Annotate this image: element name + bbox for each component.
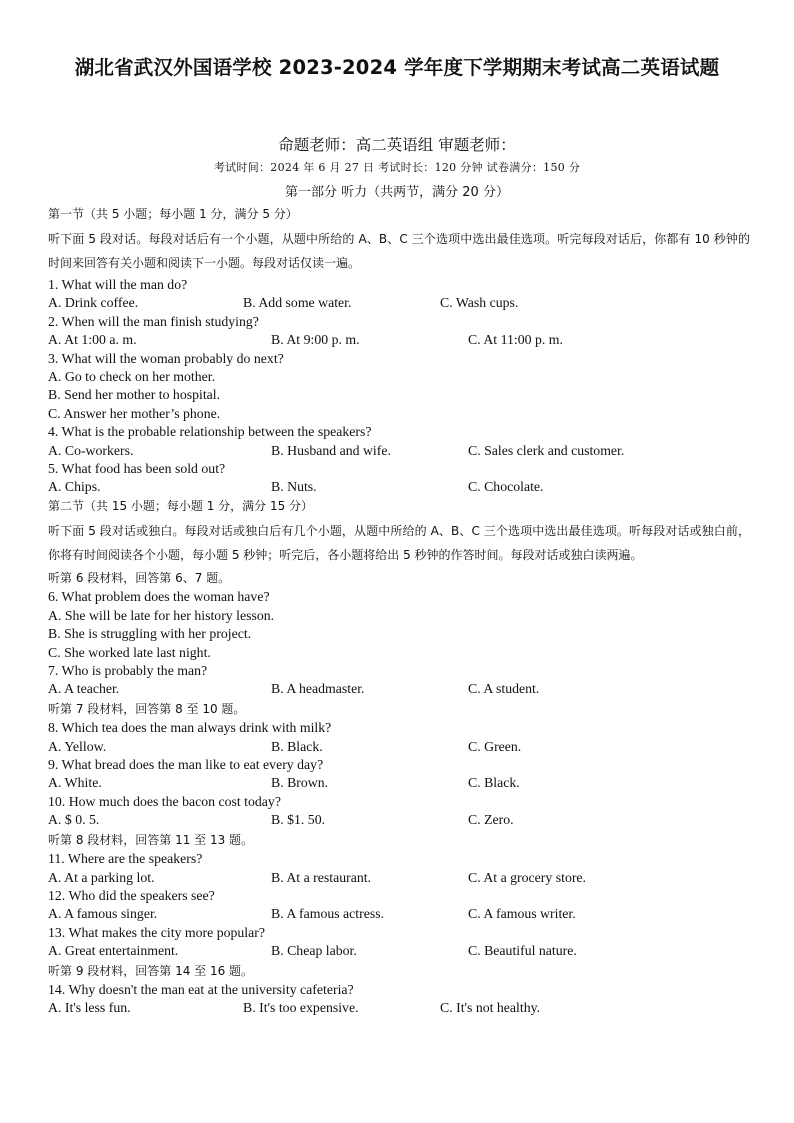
answer-options-row xyxy=(48,680,758,698)
answer-option: A. Co-workers. xyxy=(48,442,134,458)
question-text: 13. What makes the city more popular? xyxy=(48,924,265,940)
answer-option: C. Answer her mother’s phone. xyxy=(48,405,221,421)
answer-option: B. It's too expensive. xyxy=(243,1000,359,1016)
section-instruction: 听下面 5 段对话。每段对话后有一个小题，从题中所给的 A、B、C 三个选项中选出最佳选项。听完每段对话后，你都有 10 秒钟的时间来回答有关小题和阅读下一小题。每段对话仅读一遍。 xyxy=(48,232,750,270)
answer-option: A. White. xyxy=(48,775,102,791)
answer-option: B. Send her mother to hospital. xyxy=(48,387,221,403)
answer-option: C. She worked late last night. xyxy=(48,644,211,660)
question-text: 1. What will the man do? xyxy=(48,277,188,292)
answer-option: C. Green. xyxy=(468,738,522,754)
answer-option: A. At a parking lot. xyxy=(48,869,155,885)
answer-options-row xyxy=(48,478,758,496)
material-heading: 听第 8 段材料，回答第 11 至 13 题。 xyxy=(48,832,254,847)
answer-option: B. $1. 50. xyxy=(271,812,326,828)
answer-option: B. Cheap labor. xyxy=(271,943,357,959)
answer-option: B. A headmaster. xyxy=(271,681,365,697)
answer-option: B. Brown. xyxy=(271,775,329,791)
material-heading: 听第 7 段材料，回答第 8 至 10 题。 xyxy=(48,701,246,716)
answer-option: A. Drink coffee. xyxy=(48,295,139,311)
question-text: 12. Who did the speakers see? xyxy=(48,887,215,903)
answer-option: B. Add some water. xyxy=(243,295,352,311)
answer-option: C. At a grocery store. xyxy=(468,869,587,885)
answer-option: B. At a restaurant. xyxy=(271,869,372,885)
answer-option: B. Husband and wife. xyxy=(271,442,391,458)
answer-options-row xyxy=(48,294,758,312)
answer-option: C. A student. xyxy=(468,681,540,697)
exam-title: 湖北省武汉外国语学校 2023-2024 学年度下学期期末考试高二英语试题 xyxy=(74,56,720,79)
answer-options-row xyxy=(48,442,758,460)
answer-option: A. A famous singer. xyxy=(48,906,158,922)
answer-option: B. A famous actress. xyxy=(271,906,385,922)
answer-option: C. At 11:00 p. m. xyxy=(468,332,563,348)
answer-option: B. Black. xyxy=(271,738,323,754)
answer-option: C. It's not healthy. xyxy=(440,1000,541,1016)
answer-option: A. A teacher. xyxy=(48,681,120,697)
answer-option: C. Wash cups. xyxy=(440,295,519,311)
question-text: 9. What bread does the man like to eat every day? xyxy=(48,757,324,773)
answer-options-row xyxy=(48,774,758,792)
answer-option: A. Chips. xyxy=(48,479,101,495)
section-header: 第一节（共 5 小题；每小题 1 分，满分 5 分） xyxy=(48,207,298,221)
question-text: 7. Who is probably the man? xyxy=(48,662,208,678)
answer-options-row xyxy=(48,811,758,829)
answer-option: A. It's less fun. xyxy=(48,1000,131,1016)
question-text: 11. Where are the speakers? xyxy=(48,851,203,867)
question-text: 2. When will the man finish studying? xyxy=(48,313,259,329)
answer-option: C. Black. xyxy=(468,775,520,791)
question-text: 8. Which tea does the man always drink with milk? xyxy=(48,720,332,736)
answer-options-row xyxy=(48,942,758,960)
answer-option: A. Great entertainment. xyxy=(48,943,179,959)
answer-option: C. Beautiful nature. xyxy=(468,943,577,959)
section-header: 第二节（共 15 小题；每小题 1 分，满分 15 分） xyxy=(48,498,314,513)
answer-options-row xyxy=(48,999,758,1017)
question-text: 5. What food has been sold out? xyxy=(48,461,226,477)
question-text: 14. Why doesn't the man eat at the university cafeteria? xyxy=(48,982,354,998)
answer-option: C. A famous writer. xyxy=(468,906,576,922)
part-one-heading: 第一部分 听力（共两节，满分 20 分） xyxy=(285,185,509,200)
question-text: 3. What will the woman probably do next? xyxy=(48,350,284,366)
answer-option: A. She will be late for her history lesson. xyxy=(48,607,275,623)
answer-options-row xyxy=(48,869,758,887)
material-heading: 听第 6 段材料，回答第 6、7 题。 xyxy=(48,570,231,585)
answer-option: A. At 1:00 a. m. xyxy=(48,332,137,348)
answer-option: A. $ 0. 5. xyxy=(48,812,100,828)
answer-option: C. Zero. xyxy=(468,812,514,828)
answer-option: B. She is struggling with her project. xyxy=(48,626,252,642)
authors-line: 命题老师：高二英语组 审题老师： xyxy=(278,136,516,154)
question-text: 10. How much does the bacon cost today? xyxy=(48,793,281,809)
material-heading: 听第 9 段材料，回答第 14 至 16 题。 xyxy=(48,963,254,978)
answer-option: C. Chocolate. xyxy=(468,479,544,495)
exam-content xyxy=(48,205,758,1018)
answer-option: B. Nuts. xyxy=(271,479,317,495)
question-text: 4. What is the probable relationship between the speakers? xyxy=(48,424,372,440)
exam-info: 考试时间：2024 年 6 月 27 日 考试时长：120 分钟 试卷满分：150 分 xyxy=(213,161,581,174)
answer-option: A. Go to check on her mother. xyxy=(48,369,216,384)
answer-option: C. Sales clerk and customer. xyxy=(468,442,625,458)
answer-option: A. Yellow. xyxy=(48,738,107,754)
answer-options-row xyxy=(48,905,758,923)
answer-options-row xyxy=(48,331,758,349)
answer-options-row xyxy=(48,738,758,756)
answer-option: B. At 9:00 p. m. xyxy=(271,332,360,348)
question-text: 6. What problem does the woman have? xyxy=(48,589,270,605)
section-instruction: 听下面 5 段对话或独白。每段对话或独白后有几个小题，从题中所给的 A、B、C 三个选项中选出最佳选项。听每段对话或独白前，你将有时间阅读各个小题，每小题 5 秒钟；听完后，各小题将给出 5 秒钟的作答时间。每段对话或独白读两遍。 xyxy=(48,523,750,562)
